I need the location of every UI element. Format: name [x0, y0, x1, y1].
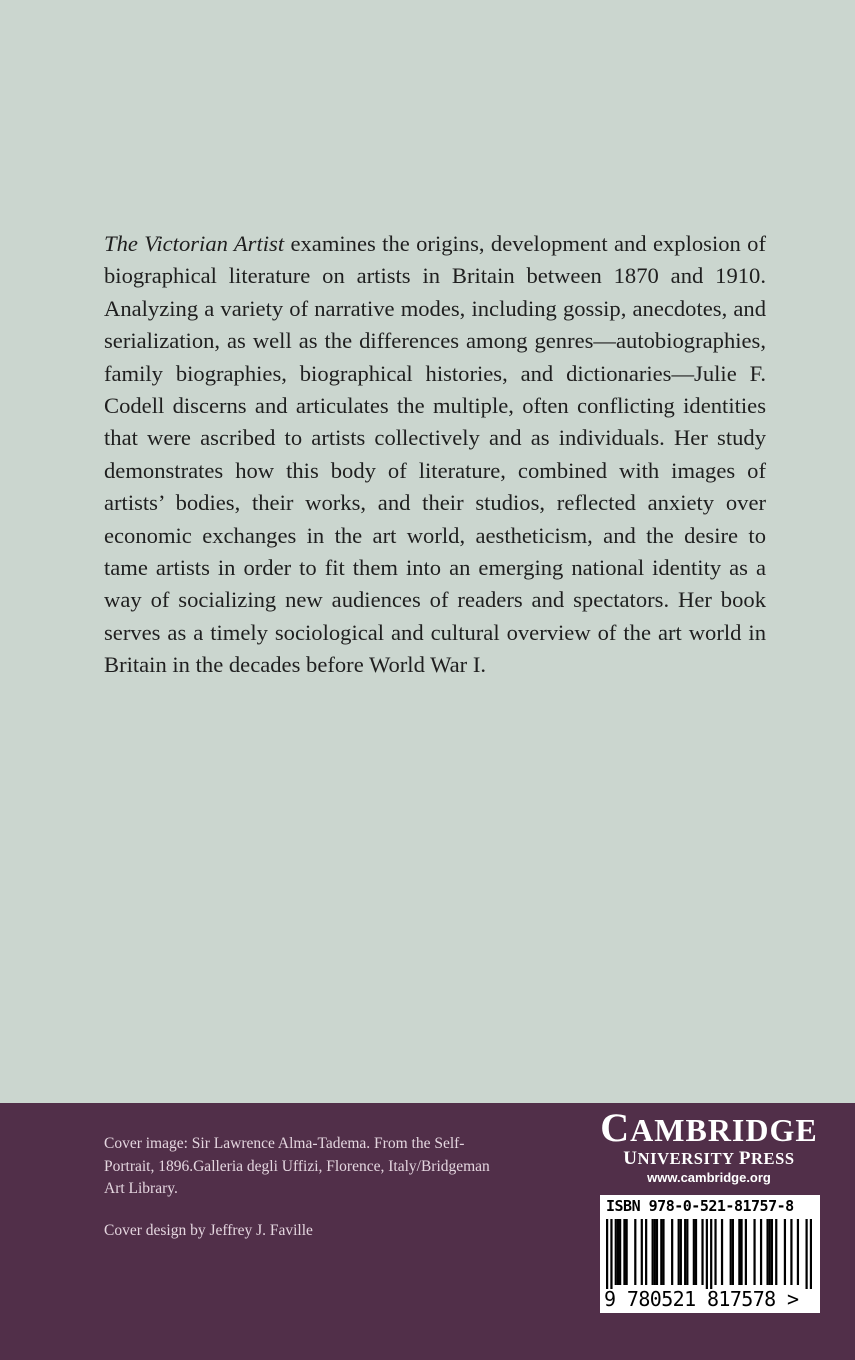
- barcode-bar: [660, 1219, 662, 1285]
- barcode-bar: [701, 1219, 703, 1285]
- barcode-bar: [654, 1219, 656, 1285]
- publisher-url: www.cambridge.org: [647, 1170, 771, 1185]
- barcode-bar: [671, 1219, 673, 1285]
- barcode-bar: [738, 1219, 740, 1285]
- barcode-bar: [617, 1219, 619, 1285]
- barcode-bar: [810, 1219, 812, 1289]
- barcode-bar: [766, 1219, 768, 1285]
- barcode-bar: [662, 1219, 664, 1285]
- barcode-bar: [626, 1219, 628, 1285]
- barcode-bar: [721, 1219, 723, 1285]
- cover-image-credit: Cover image: Sir Lawrence Alma-Tadema. From the Self-Portrait, 1896.Galleria degli Uffizi, Florence, Italy/Bridgeman Art Library.: [104, 1135, 490, 1197]
- barcode-bar: [623, 1219, 625, 1285]
- blurb-body: examines the origins, development and explosion of biographical literature on artists in Britain between 1870 and 1910. Analyzing a variety of narrative modes, including gossip, anecdotes, and serialization, as well as the differences among genres—autobiographies, family biographies, biographical histories, and dictionaries—Julie F. Codell discerns and articulates the multiple, often conflicting identities that were ascribed to artists collectively and as individuals. Her study demonstrates how this body of literature, combined with images of artists’ bodies, their works, and their studios, reflected anxiety over economic exchanges in the art world, aestheticism, and the desire to tame artists in order to fit them into an emerging national identity as a way of socializing new audiences of readers and spectators. Her book serves as a timely sociological and cultural overview of the art world in Britain in the decades before World War I.: [104, 231, 767, 678]
- barcode-bar: [606, 1219, 608, 1289]
- barcode-bar: [652, 1219, 654, 1285]
- barcode-bar: [684, 1219, 686, 1285]
- blurb-paragraph: [104, 228, 766, 682]
- barcode-bar: [790, 1219, 792, 1285]
- barcode-bar: [615, 1219, 617, 1285]
- barcode-bar: [714, 1219, 716, 1285]
- barcode-digits: 9 780521 817578 >: [604, 1287, 799, 1311]
- barcode-bar: [753, 1219, 755, 1285]
- book-title: The Victorian Artist: [104, 231, 285, 256]
- barcode-bar: [695, 1219, 697, 1285]
- isbn-barcode: [600, 1195, 820, 1313]
- barcode-bars: [606, 1219, 812, 1289]
- barcode-bar: [797, 1219, 799, 1285]
- barcode-bar: [678, 1219, 680, 1285]
- barcode-bar: [784, 1219, 786, 1285]
- publisher-logo: [598, 1105, 820, 1187]
- barcode-bar: [641, 1219, 643, 1285]
- barcode-bar: [686, 1219, 688, 1285]
- barcode-bar: [771, 1219, 773, 1285]
- barcode-bar: [693, 1219, 695, 1285]
- barcode-bar: [732, 1219, 734, 1285]
- barcode-bar: [656, 1219, 658, 1285]
- barcode-bar: [680, 1219, 682, 1285]
- barcode-bar: [730, 1219, 732, 1285]
- barcode-bar: [634, 1219, 636, 1285]
- publisher-name-rest: AMBRIDGE: [630, 1112, 818, 1148]
- barcode-bar: [706, 1219, 708, 1289]
- barcode-bar: [619, 1219, 621, 1285]
- barcode-bar: [610, 1219, 612, 1289]
- barcode-bar: [740, 1219, 742, 1285]
- barcode-bar: [805, 1219, 807, 1289]
- cover-design-credit: Cover design by Jeffrey J. Faville: [104, 1221, 313, 1239]
- publisher-name-initial: C: [600, 1105, 631, 1150]
- barcode-bar: [775, 1219, 777, 1285]
- barcode-bar: [769, 1219, 771, 1285]
- isbn-label: ISBN 978-0-521-81757-8: [606, 1197, 794, 1215]
- cover-credits: [104, 1133, 504, 1242]
- barcode-bar: [760, 1219, 762, 1285]
- publisher-press: UNIVERSITY PRESS: [623, 1148, 795, 1169]
- barcode-bar: [710, 1219, 712, 1289]
- barcode-bar: [645, 1219, 647, 1285]
- barcode-bar: [745, 1219, 747, 1285]
- publisher-name: [598, 1105, 820, 1150]
